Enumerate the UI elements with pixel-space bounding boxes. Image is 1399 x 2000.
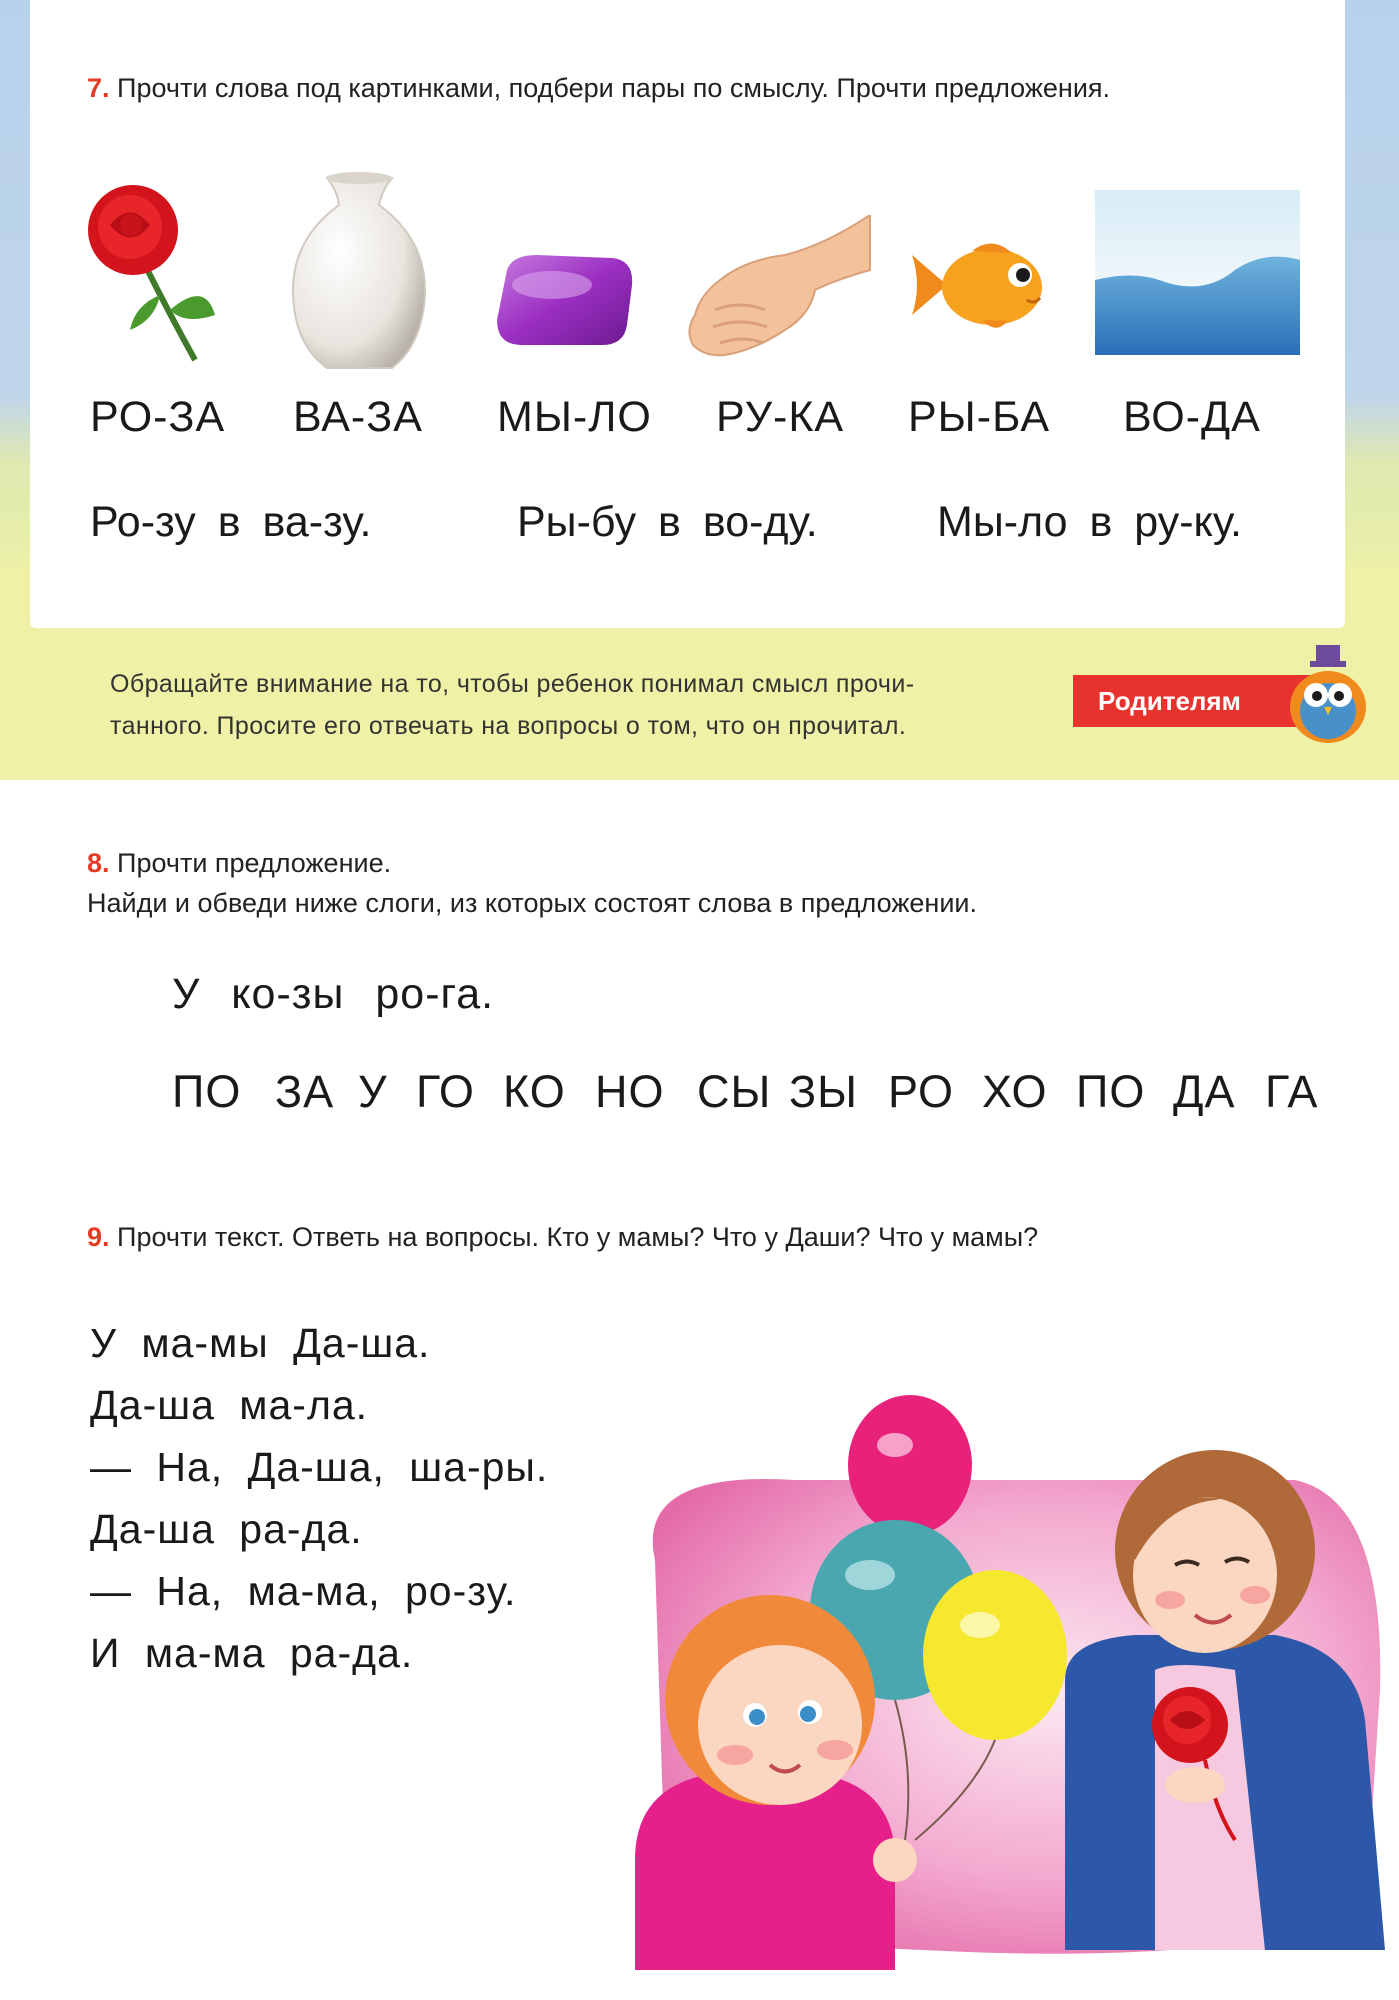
- syllable-item[interactable]: КО: [503, 1066, 566, 1117]
- word-water: ВО-ДА: [1123, 393, 1261, 441]
- task7-heading: [87, 68, 1110, 108]
- story-line: Да-ша ма-ла.: [90, 1382, 369, 1428]
- soap-icon: [492, 250, 637, 350]
- syllable-item[interactable]: РО: [888, 1066, 955, 1117]
- story-line: У ма-мы Да-ша.: [90, 1320, 431, 1366]
- task7-number: 7.: [87, 73, 110, 103]
- mother-daughter-illustration: [595, 1390, 1395, 1970]
- fish-icon: [912, 235, 1052, 335]
- word-rose: РО-ЗА: [90, 393, 226, 441]
- water-icon: [1095, 190, 1300, 355]
- vase-icon: [287, 170, 432, 370]
- word-hand: РУ-КА: [716, 393, 845, 441]
- word-soap: МЫ-ЛО: [497, 393, 652, 441]
- parents-note-line2: танного. Просите его отвечать на вопросы о том, что он прочитал.: [110, 712, 907, 740]
- task9-instruction: Прочти текст. Ответь на вопросы. Кто у мамы? Что у Даши? Что у мамы?: [117, 1222, 1039, 1252]
- syllable-item[interactable]: ПО: [1076, 1066, 1146, 1117]
- syllable-row: [172, 1066, 1335, 1118]
- task8-heading: [87, 843, 977, 923]
- task7-instruction: Прочти слова под картинками, подбери пары по смыслу. Прочти предложения.: [117, 73, 1111, 103]
- sentence-rose-vase: Ро-зу в ва-зу.: [90, 498, 372, 546]
- word-vase: ВА-ЗА: [293, 393, 423, 441]
- syllable-item[interactable]: ПО: [172, 1066, 242, 1117]
- syllable-item[interactable]: НО: [595, 1066, 665, 1117]
- syllable-item[interactable]: У: [358, 1066, 388, 1117]
- hand-icon: [685, 215, 875, 360]
- syllable-item[interactable]: СЫ: [697, 1066, 772, 1117]
- parents-note: [110, 663, 1070, 747]
- parents-badge: Родителям: [1073, 675, 1318, 727]
- task8-sentence: У ко-зы ро-га.: [172, 970, 495, 1018]
- syllable-item[interactable]: ЗА: [275, 1066, 335, 1117]
- story-line: — На, Да-ша, ша-ры.: [90, 1444, 549, 1490]
- parents-note-line1: Обращайте внимание на то, чтобы ребенок понимал смысл прочи-: [110, 670, 915, 698]
- sentence-fish-water: Ры-бу в во-ду.: [517, 498, 818, 546]
- story-line: И ма-ма ра-да.: [90, 1630, 414, 1676]
- story-line: — На, ма-ма, ро-зу.: [90, 1568, 517, 1614]
- syllable-item[interactable]: ЗЫ: [789, 1066, 859, 1117]
- word-fish: РЫ-БА: [908, 393, 1051, 441]
- task8-instruction-line1: Прочти предложение.: [117, 848, 392, 878]
- task9-number: 9.: [87, 1222, 110, 1252]
- syllable-item[interactable]: ГА: [1265, 1066, 1319, 1117]
- task9-heading: [87, 1217, 1038, 1257]
- owl-mascot-icon: [1286, 645, 1371, 745]
- story-line: Да-ша ра-да.: [90, 1506, 363, 1552]
- task8-instruction-line2: Найди и обведи ниже слоги, из которых состоят слова в предложении.: [87, 888, 977, 918]
- syllable-item[interactable]: ДА: [1173, 1066, 1236, 1117]
- syllable-item[interactable]: ХО: [982, 1066, 1048, 1117]
- task8-number: 8.: [87, 848, 110, 878]
- syllable-item[interactable]: ГО: [416, 1066, 475, 1117]
- sentence-soap-hand: Мы-ло в ру-ку.: [937, 498, 1242, 546]
- rose-icon: [75, 185, 215, 370]
